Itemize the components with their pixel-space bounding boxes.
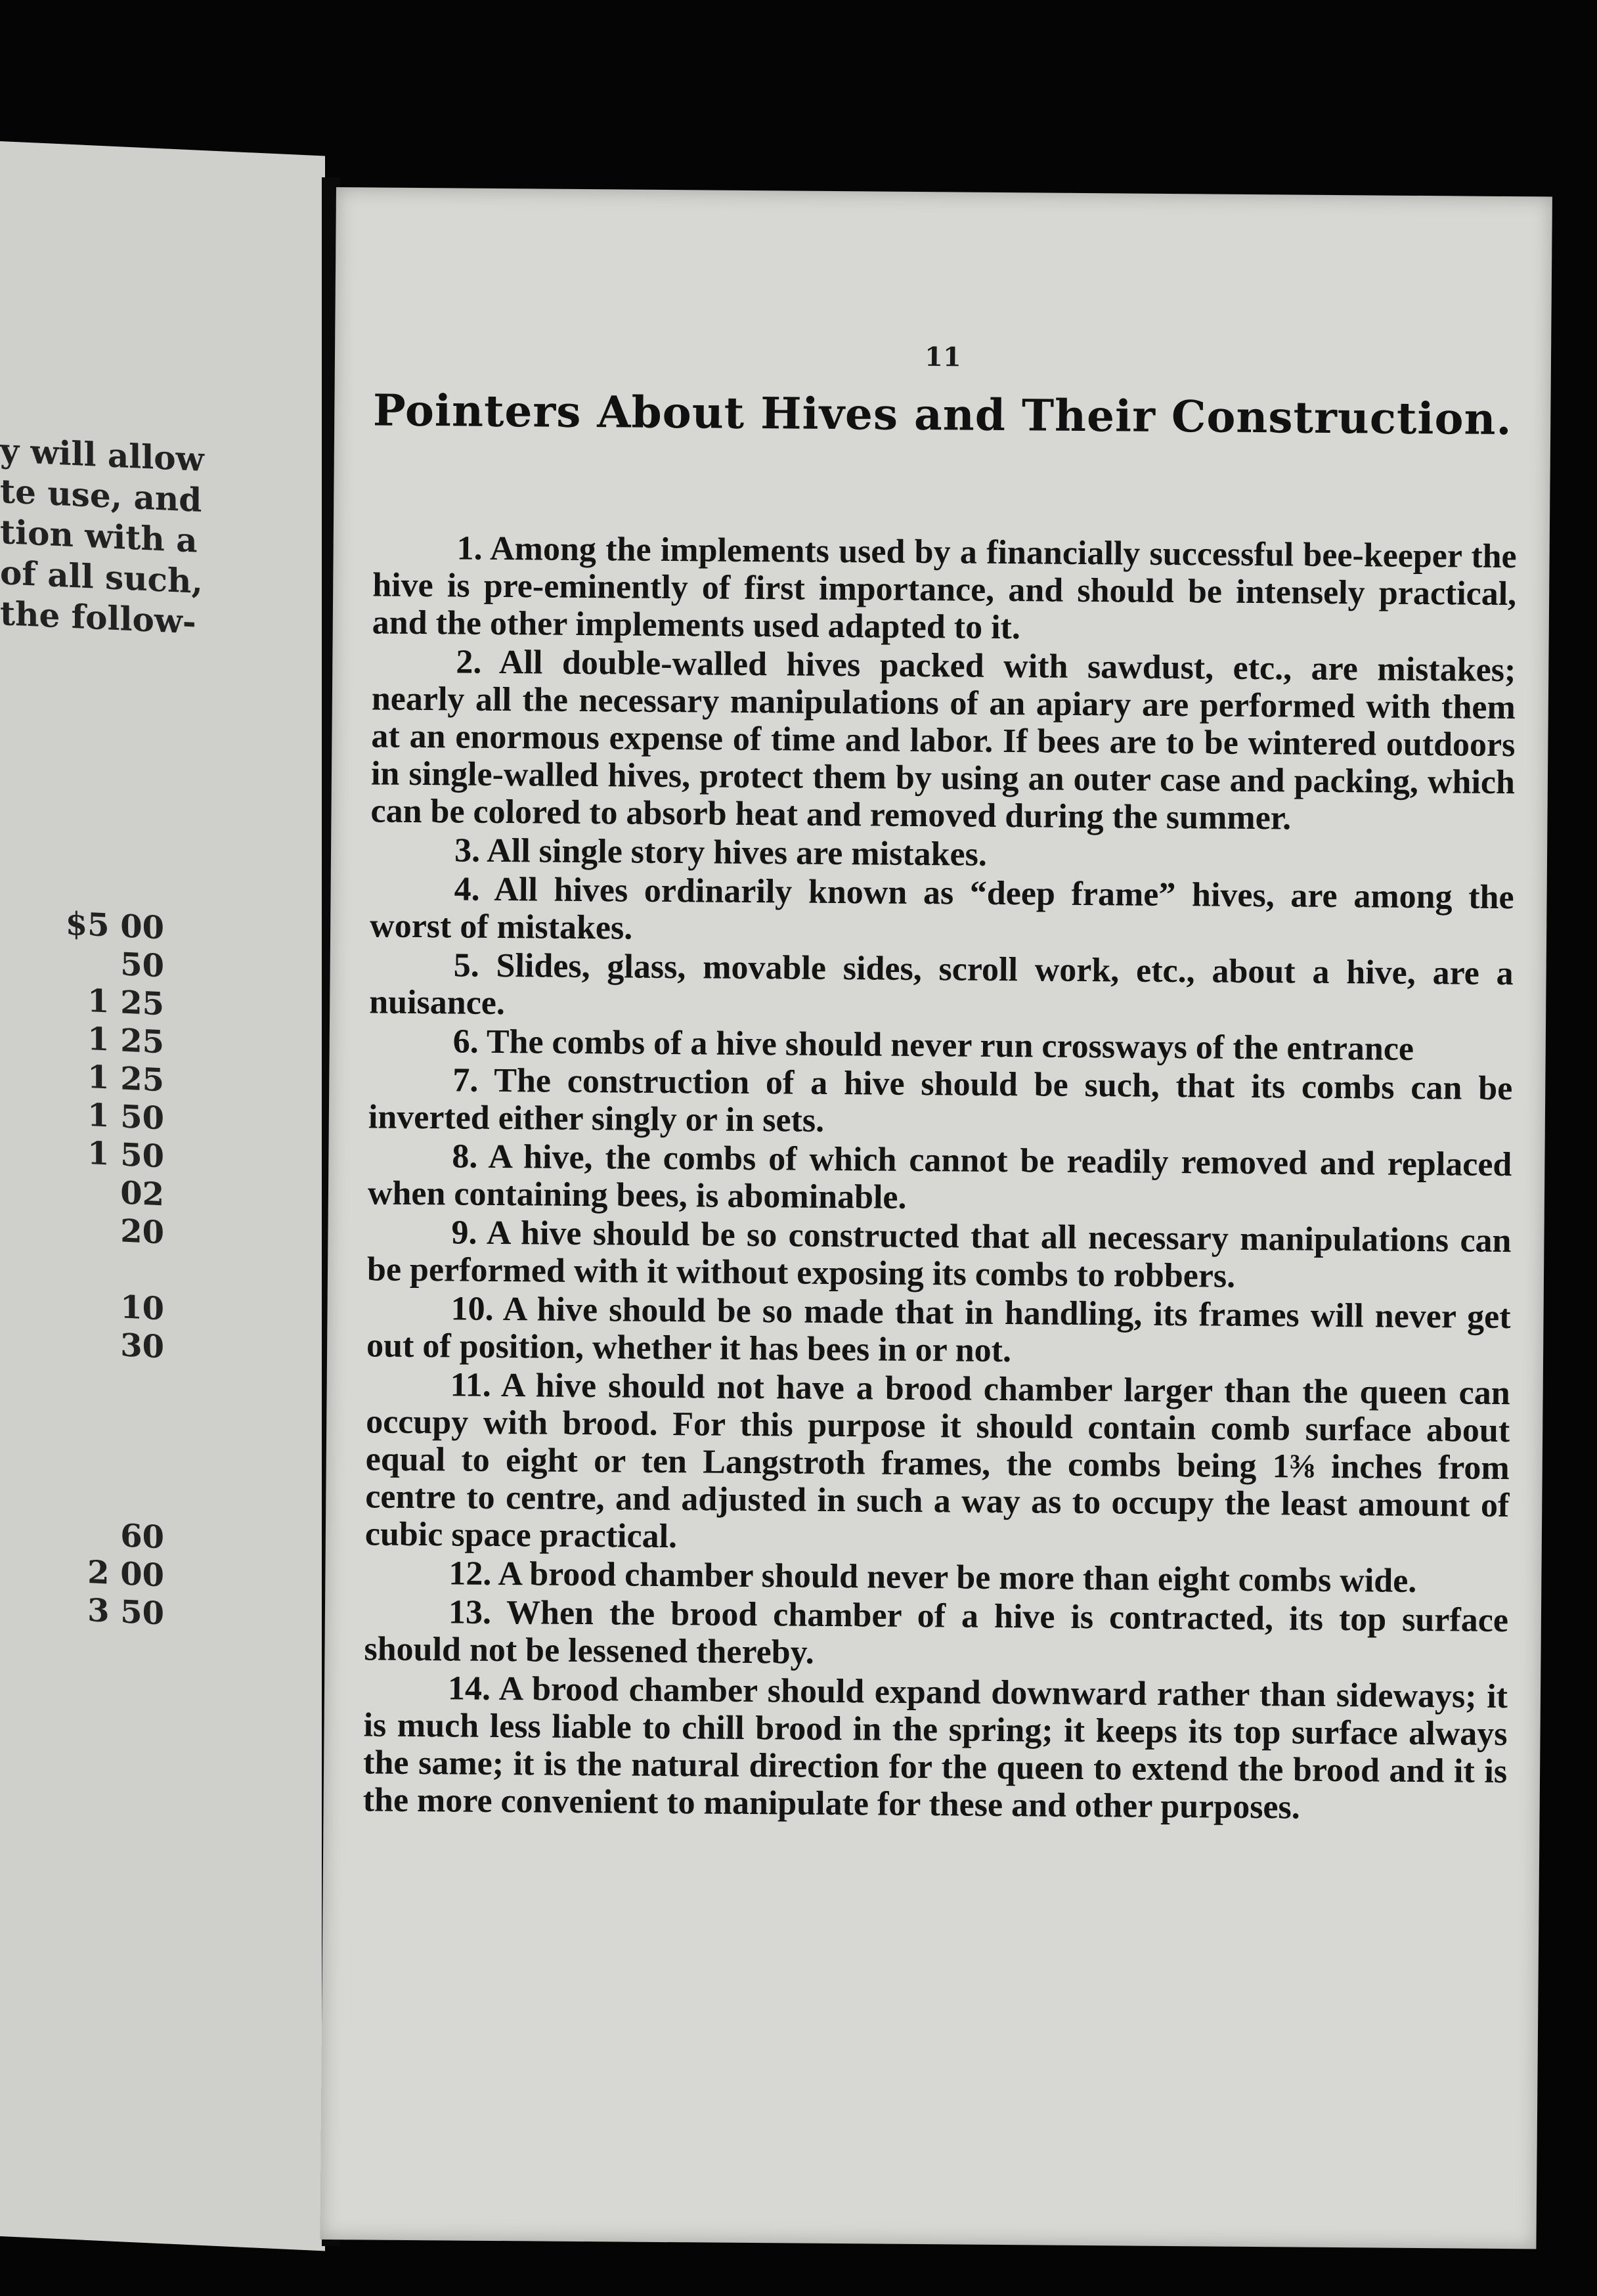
left-line: tion with a xyxy=(0,512,198,560)
price: 02 xyxy=(120,1174,164,1214)
right-page xyxy=(320,187,1552,2249)
paragraph: 4. All hives ordinarily known as “deep frame” hives, are among the worst of mistakes. xyxy=(369,870,1514,947)
price: 50 xyxy=(120,946,164,985)
left-line: the follow- xyxy=(0,594,196,642)
price: 1 25 xyxy=(87,1021,164,1061)
left-page xyxy=(0,141,325,2251)
price: $5 00 xyxy=(65,905,164,947)
page-title: Pointers About Hives and Their Construction. xyxy=(372,384,1512,445)
paragraph: 5. Slides, glass, movable sides, scroll work, etc., about a hive, are a nuisance. xyxy=(369,946,1514,1023)
paragraph: 13. When the brood chamber of a hive is contracted, its top surface should not be lessened thereby. xyxy=(364,1593,1509,1671)
paragraph: 14. A brood chamber should expand downward rather than sideways; it is much less liable to chill brood in the spring; it keeps its top surface always the same; it is the natural direction for the queen to extend the brood and it is the more convenient to manipulate for these and other purposes. xyxy=(362,1669,1508,1826)
left-line: y will allow xyxy=(0,431,204,479)
paragraph: 12. A brood chamber should never be more than eight combs wide. xyxy=(448,1555,1417,1600)
paragraph: 2. All double-walled hives packed with sawdust, etc., are mistakes; nearly all the necessary manipulations of an apiary are performed with them at an enormous expense of time and labor. If bees are to be wintered outdoors in single-walled hives, protect them by using an outer case and packing, which can be colored to absorb heat and removed during the summer. xyxy=(370,643,1516,837)
left-page-prices xyxy=(0,902,164,1633)
price: 30 xyxy=(120,1327,164,1366)
paragraph: 6. The combs of a hive should never run crossways of the entrance xyxy=(452,1023,1414,1068)
price: 20 xyxy=(120,1212,164,1252)
article-body xyxy=(362,529,1516,1829)
price: 60 xyxy=(120,1517,164,1556)
price: 2 00 xyxy=(87,1554,164,1595)
paragraph: 7. The construction of a hive should be such, that its combs can be inverted either singly or in sets. xyxy=(368,1061,1513,1139)
price: 1 50 xyxy=(87,1097,164,1137)
page-number: 11 xyxy=(924,342,962,373)
paragraph: 8. A hive, the combs of which cannot be readily removed and replaced when containing bees, is abominable. xyxy=(367,1137,1512,1216)
paragraph: 3. All single story hives are mistakes. xyxy=(454,831,988,873)
price: 1 50 xyxy=(87,1135,164,1176)
left-line: of all such, xyxy=(0,553,203,602)
price: 3 50 xyxy=(87,1592,164,1633)
left-line: te use, and xyxy=(0,472,202,519)
left-page-text xyxy=(0,430,204,643)
paragraph: 1. Among the implements used by a financially successful bee-keeper the hive is pre-eminently of first importance, and should be intensely practical, and the other implements used adapted to it. xyxy=(372,529,1517,647)
paragraph: 10. A hive should be so made that in handling, its frames will never get out of position, whether it has bees in or not. xyxy=(366,1290,1511,1370)
paragraph: 11. A hive should not have a brood chamber larger than the queen can occupy with brood. For this purpose it should contain comb surface about equal to eight or ten Langstroth frames, the combs being 1⅜ inches from centre to centre, and adjusted in such a way as to occupy the least amount of cubic space practical. xyxy=(364,1366,1510,1556)
paragraph: 9. A hive should be so constructed that all necessary manipulations can be performed with it without exposing its combs to robbers. xyxy=(366,1214,1512,1295)
price: 10 xyxy=(120,1289,164,1328)
price: 1 25 xyxy=(87,982,164,1023)
price: 1 25 xyxy=(87,1059,164,1099)
